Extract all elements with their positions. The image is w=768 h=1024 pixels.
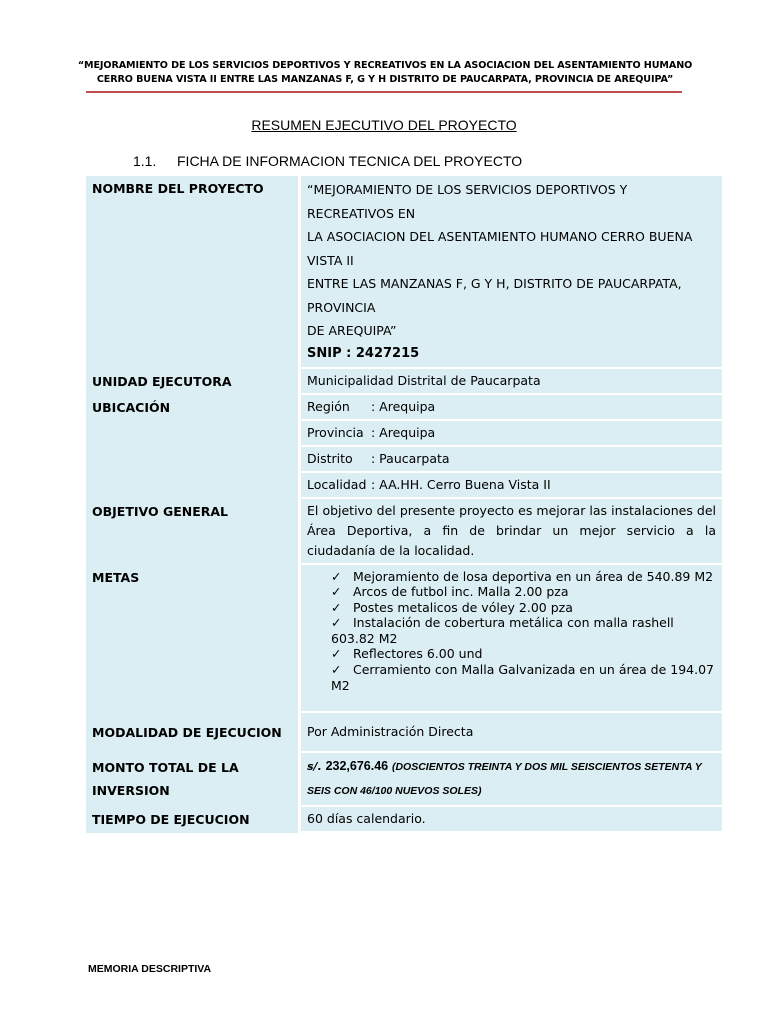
label-nombre: NOMBRE DEL PROYECTO: [86, 176, 301, 369]
localidad-value: : AA.HH. Cerro Buena Vista II: [371, 476, 551, 492]
meta-text: Instalación de cobertura metálica con malla rashell 603.82 M2: [331, 615, 674, 646]
header-title-line-1: “MEJORAMIENTO DE LOS SERVICIOS DEPORTIVOS Y RECREATIVOS EN LA ASOCIACION DEL ASENTAMIENTO HUMANO: [77, 60, 693, 71]
header-divider: [86, 91, 682, 93]
currency-symbol: s/.: [307, 760, 322, 774]
monto-line-2: [307, 779, 716, 803]
meta-text: Postes metalicos de vóley 2.00 pza: [353, 599, 573, 615]
distrito-key: Distrito: [307, 450, 353, 466]
section-heading: [133, 153, 522, 169]
list-item: [331, 646, 716, 662]
monto-label-line-2: INVERSION: [92, 783, 170, 799]
row-metas: [86, 565, 722, 714]
list-item: [331, 662, 716, 693]
meta-text: Cerramiento con Malla Galvanizada en un área de 194.07 M2: [331, 662, 715, 693]
check-icon: ✓: [331, 615, 342, 631]
row-monto: [86, 753, 722, 807]
value-distrito: [301, 447, 722, 473]
metas-list: [307, 567, 716, 710]
value-objetivo: El objetivo del presente proyecto es mejorar las instalaciones del Área Deportiva, a fin de brindar un mejor servicio a la ciudadanía de la localidad.: [301, 499, 722, 565]
label-unidad: UNIDAD EJECUTORA: [86, 369, 301, 395]
row-ubicacion-region: [86, 395, 722, 421]
header-title-line-2: CERRO BUENA VISTA II ENTRE LAS MANZANAS F, G Y H DISTRITO DE PAUCARPATA, PROVINCIA DE AREQUIPA”: [96, 74, 674, 85]
region-key: Región: [307, 398, 350, 414]
section-number: 1.1.: [133, 153, 157, 169]
value-region: [301, 395, 722, 421]
nombre-line-2: LA ASOCIACION DEL ASENTAMIENTO HUMANO CERRO BUENA VISTA II: [307, 229, 693, 268]
check-icon: ✓: [331, 584, 342, 600]
value-metas: [301, 565, 722, 714]
nombre-line-3: ENTRE LAS MANZANAS F, G Y H, DISTRITO DE PAUCARPATA, PROVINCIA: [307, 276, 682, 315]
monto-amount: 232,676.46: [325, 759, 389, 774]
monto-label-line-1: MONTO TOTAL DE LA: [92, 760, 239, 776]
check-icon: ✓: [331, 568, 342, 584]
row-tiempo: [86, 807, 722, 833]
list-item: [331, 615, 716, 646]
value-modalidad: Por Administración Directa: [301, 713, 722, 753]
meta-text: Mejoramiento de losa deportiva en un área de 540.89 M2: [353, 568, 714, 584]
monto-words-line-1: (DOSCIENTOS TREINTA Y DOS MIL SEISCIENTOS SETENTA Y: [391, 761, 702, 774]
provincia-value: : Arequipa: [371, 424, 436, 440]
list-item: [331, 600, 716, 616]
nombre-line-1: “MEJORAMIENTO DE LOS SERVICIOS DEPORTIVOS Y RECREATIVOS EN: [307, 182, 628, 221]
row-modalidad: [86, 713, 722, 753]
check-icon: ✓: [331, 599, 342, 615]
region-value: : Arequipa: [371, 398, 436, 414]
value-tiempo: 60 días calendario.: [301, 807, 722, 833]
section-title: FICHA DE INFORMACION TECNICA DEL PROYECTO: [177, 153, 523, 169]
check-icon: ✓: [331, 662, 342, 678]
localidad-key: Localidad: [307, 476, 367, 492]
row-objetivo: [86, 499, 722, 565]
value-localidad: [301, 473, 722, 499]
provincia-key: Provincia: [307, 424, 364, 440]
monto-line-1: [307, 755, 716, 779]
document-footer: MEMORIA DESCRIPTIVA: [88, 963, 212, 975]
label-monto: [86, 753, 301, 807]
project-info-table: [86, 176, 722, 833]
list-item: [331, 569, 716, 585]
document-header: [60, 59, 710, 87]
label-objetivo: OBJETIVO GENERAL: [86, 499, 301, 565]
check-icon: ✓: [331, 646, 342, 662]
distrito-value: : Paucarpata: [371, 450, 450, 466]
nombre-line-4: DE AREQUIPA”: [307, 323, 397, 338]
label-metas: METAS: [86, 565, 301, 714]
value-monto: [301, 753, 722, 807]
row-nombre: [86, 176, 722, 369]
snip-code: SNIP : 2427215: [307, 345, 420, 361]
meta-text: Reflectores 6.00 und: [353, 646, 483, 662]
label-tiempo: TIEMPO DE EJECUCION: [86, 807, 301, 833]
monto-words-line-2: SEIS CON 46/100 NUEVOS SOLES): [307, 785, 482, 798]
value-nombre: [301, 176, 722, 369]
value-unidad: Municipalidad Distrital de Paucarpata: [301, 369, 722, 395]
row-unidad: [86, 369, 722, 395]
label-ubicacion: UBICACIÓN: [86, 395, 301, 499]
document-title: RESUMEN EJECUTIVO DEL PROYECTO: [251, 117, 517, 133]
label-modalidad: MODALIDAD DE EJECUCION: [86, 713, 301, 753]
value-provincia: [301, 421, 722, 447]
meta-text: Arcos de futbol inc. Malla 2.00 pza: [353, 584, 569, 600]
list-item: [331, 584, 716, 600]
